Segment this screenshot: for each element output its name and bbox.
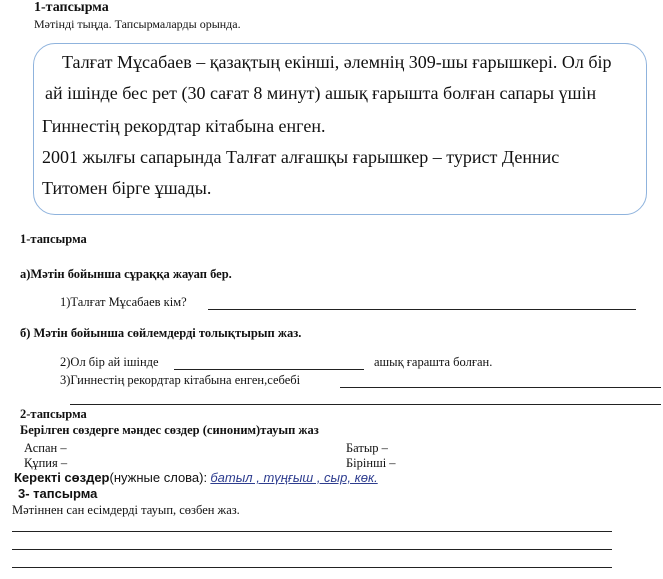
answer-line-q3[interactable] xyxy=(340,387,661,388)
top-task-title: 1-тапсырма xyxy=(34,0,109,15)
task3-instruction: Мәтіннен сан есімдерді тауып, сөзбен жаз. xyxy=(12,503,240,517)
task3-title: 3- тапсырма xyxy=(18,486,98,501)
task2-instruction: Берілген сөздерге мәндес сөздер (синоним)тауып жаз xyxy=(20,423,319,437)
text-line-3: Гиннестің рекордтар кітабына енген. xyxy=(42,116,326,136)
text-line-2: ай ішінде бес рет (30 сағат 8 минут) ашық ғарышта болған сапары үшін xyxy=(45,83,597,103)
question-1: 1)Талғат Мұсабаев кім? xyxy=(60,295,187,309)
answer-line-q1[interactable] xyxy=(208,309,636,310)
task1-a-heading: а)Мәтін бойынша сұраққа жауап бер. xyxy=(20,267,232,281)
answer-line-task3-2[interactable] xyxy=(12,549,612,550)
reading-text-box xyxy=(33,43,647,215)
text-line-1: Талғат Мұсабаев – қазақтың екінші, әлемнің 309-шы ғарышкері. Ол бір xyxy=(62,52,612,72)
synonym-word-1: Аспан – xyxy=(24,441,67,455)
question-2-start: 2)Ол бір ай ішінде xyxy=(60,355,159,369)
task1-b-heading: б) Мәтін бойынша сөйлемдерді толықтырып жаз. xyxy=(20,326,302,340)
question-2-end: ашық ғарашта болған. xyxy=(374,355,493,369)
answer-line-q2[interactable] xyxy=(174,369,364,370)
synonym-word-2: Құпия – xyxy=(24,456,68,470)
task1-title: 1-тапсырма xyxy=(20,232,87,246)
needed-words-list: батыл , түңғыш , сыр, көк. xyxy=(210,470,378,485)
task2-title: 2-тапсырма xyxy=(20,407,87,421)
synonym-word-4: Бірінші – xyxy=(346,456,396,470)
text-line-4: 2001 жылғы сапарында Талғат алғашқы ғарышкер – турист Деннис xyxy=(42,147,560,167)
top-instruction: Мәтінді тыңда. Тапсырмаларды орында. xyxy=(34,17,241,31)
needed-words-note: (нужные слова): xyxy=(109,470,208,485)
needed-words-label: Керекті сөздер xyxy=(14,470,110,485)
text-line-5: Титомен бірге ұшады. xyxy=(42,178,212,198)
answer-line-q3-extra[interactable] xyxy=(70,404,661,405)
answer-line-task3-1[interactable] xyxy=(12,531,612,532)
question-3: 3)Гиннестің рекордтар кітабына енген,себебі xyxy=(60,373,301,387)
answer-line-task3-3[interactable] xyxy=(12,567,612,568)
needed-words-row xyxy=(14,470,378,486)
synonym-word-3: Батыр – xyxy=(346,441,388,455)
